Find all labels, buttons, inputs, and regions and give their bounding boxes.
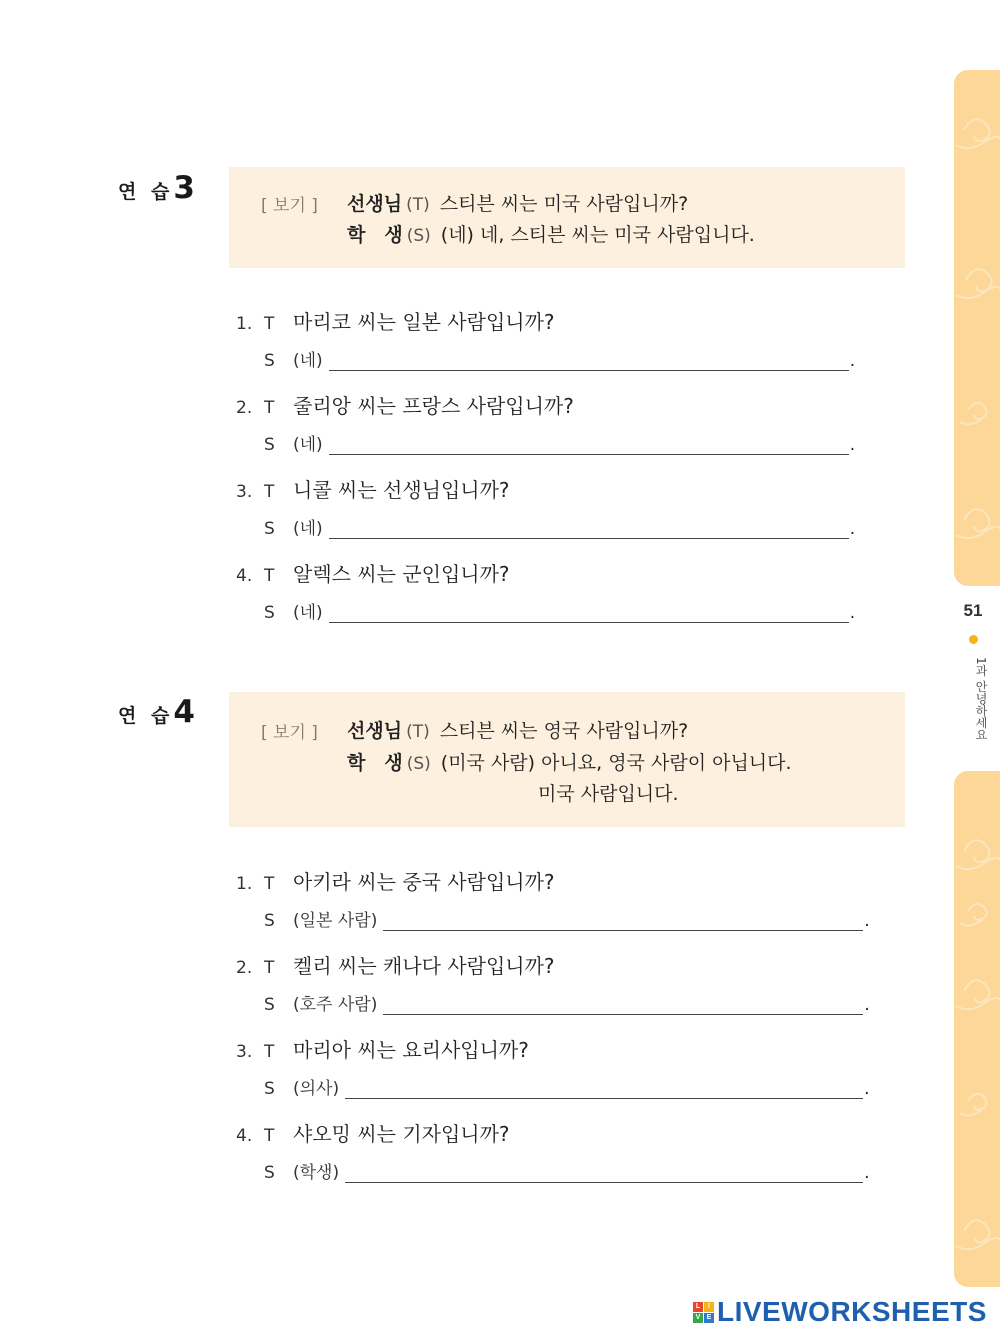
side-tab-bottom — [954, 771, 1000, 1287]
answer-hint: (네) — [293, 351, 323, 371]
answer-hint: (일본 사람) — [293, 911, 378, 931]
answer-hint: (네) — [293, 603, 323, 623]
question-row — [236, 1118, 510, 1147]
student-marker: S — [264, 911, 275, 931]
period: . — [849, 435, 856, 455]
period: . — [864, 911, 870, 931]
page-dot — [969, 635, 978, 644]
practice-number: 3 — [173, 170, 195, 206]
logo-text: LIVEWORKSHEETS — [717, 1296, 987, 1327]
item-number: 3. — [236, 1042, 253, 1062]
student-text: (네) 네, 스티븐 씨는 미국 사람입니다. — [440, 224, 755, 246]
student-marker: S — [264, 995, 275, 1015]
item-number: 2. — [236, 398, 253, 418]
student-marker: S — [264, 519, 275, 539]
teacher-marker: T — [264, 1126, 275, 1146]
student-role: 학 생 — [347, 752, 403, 774]
teacher-code: (T) — [406, 722, 430, 742]
example-box-4 — [229, 692, 905, 827]
student-marker: S — [264, 603, 275, 623]
side-tab-top — [954, 70, 1000, 586]
example-student-line-continued — [538, 779, 679, 806]
answer-hint: (네) — [293, 519, 323, 539]
example-tag: [ 보기 ] — [261, 723, 318, 743]
answer-hint: (네) — [293, 435, 323, 455]
item-number: 4. — [236, 566, 253, 586]
question-row — [236, 1034, 529, 1063]
question-row — [236, 558, 510, 587]
answer-blank[interactable] — [329, 605, 849, 623]
teacher-role: 선생님 — [347, 193, 403, 215]
period: . — [864, 1079, 870, 1099]
answer-row — [264, 346, 855, 371]
teacher-text: 스티븐 씨는 영국 사람입니까? — [439, 720, 689, 742]
teacher-code: (T) — [406, 195, 430, 215]
question-text: 줄리앙 씨는 프랑스 사람입니까? — [293, 394, 574, 418]
question-text: 아키라 씨는 중국 사람입니까? — [293, 870, 555, 894]
answer-row — [264, 514, 855, 539]
question-text: 니콜 씨는 선생님입니까? — [293, 478, 510, 502]
question-row — [236, 950, 555, 979]
chapter-title: 1과 안녕하세요 — [974, 657, 988, 741]
answer-blank[interactable] — [345, 1081, 863, 1099]
period: . — [849, 351, 856, 371]
answer-blank[interactable] — [329, 353, 849, 371]
teacher-marker: T — [264, 314, 275, 334]
example-student-line — [347, 220, 755, 247]
answer-row — [264, 990, 870, 1015]
answer-row — [264, 430, 855, 455]
example-teacher-line — [347, 716, 688, 743]
student-text-continued: 미국 사람입니다. — [538, 783, 679, 805]
teacher-marker: T — [264, 482, 275, 502]
student-text: (미국 사람) 아니요, 영국 사람이 아닙니다. — [440, 752, 792, 774]
practice-3-heading — [118, 170, 195, 206]
student-marker: S — [264, 1079, 275, 1099]
student-code: (S) — [406, 226, 431, 246]
question-row — [236, 306, 555, 335]
page-number: 51 — [963, 601, 983, 620]
item-number: 1. — [236, 314, 253, 334]
question-row — [236, 474, 510, 503]
answer-hint: (의사) — [293, 1079, 340, 1099]
liveworksheets-logo[interactable] — [693, 1296, 987, 1328]
item-number: 1. — [236, 874, 253, 894]
example-tag: [ 보기 ] — [261, 196, 318, 216]
item-number: 3. — [236, 482, 253, 502]
example-box-3 — [229, 167, 905, 268]
cloud-pattern-icon — [954, 70, 1000, 586]
logo-letter: V — [693, 1313, 703, 1323]
question-text: 켈리 씨는 캐나다 사람입니까? — [293, 954, 555, 978]
answer-hint: (호주 사람) — [293, 995, 378, 1015]
example-teacher-line — [347, 189, 688, 216]
teacher-marker: T — [264, 874, 275, 894]
practice-number: 4 — [173, 694, 195, 730]
answer-blank[interactable] — [329, 437, 849, 455]
answer-blank[interactable] — [345, 1165, 863, 1183]
logo-mark-icon — [693, 1302, 714, 1323]
logo-letter: E — [704, 1313, 714, 1323]
period: . — [864, 1163, 870, 1183]
item-number: 2. — [236, 958, 253, 978]
practice-4-heading — [118, 694, 195, 730]
question-text: 알렉스 씨는 군인입니까? — [293, 562, 510, 586]
item-number: 4. — [236, 1126, 253, 1146]
practice-word: 연 습 — [118, 181, 174, 203]
practice-word: 연 습 — [118, 705, 174, 727]
answer-row — [264, 598, 855, 623]
period: . — [864, 995, 870, 1015]
cloud-pattern-icon — [954, 771, 1000, 1287]
period: . — [849, 519, 856, 539]
question-text: 마리아 씨는 요리사입니까? — [293, 1038, 529, 1062]
student-marker: S — [264, 1163, 275, 1183]
logo-letter: L — [693, 1302, 703, 1312]
question-text: 마리코 씨는 일본 사람입니까? — [293, 310, 555, 334]
answer-blank[interactable] — [383, 913, 863, 931]
student-marker: S — [264, 435, 275, 455]
example-student-line — [347, 748, 792, 775]
answer-row — [264, 1074, 870, 1099]
student-code: (S) — [406, 754, 431, 774]
teacher-text: 스티븐 씨는 미국 사람입니까? — [439, 193, 689, 215]
answer-row — [264, 1158, 870, 1183]
teacher-marker: T — [264, 566, 275, 586]
answer-blank[interactable] — [383, 997, 863, 1015]
teacher-marker: T — [264, 958, 275, 978]
teacher-role: 선생님 — [347, 720, 403, 742]
teacher-marker: T — [264, 398, 275, 418]
answer-row — [264, 906, 870, 931]
student-marker: S — [264, 351, 275, 371]
teacher-marker: T — [264, 1042, 275, 1062]
question-row — [236, 866, 555, 895]
question-row — [236, 390, 574, 419]
answer-hint: (학생) — [293, 1163, 340, 1183]
question-text: 샤오밍 씨는 기자입니까? — [293, 1122, 510, 1146]
period: . — [849, 603, 856, 623]
student-role: 학 생 — [347, 224, 403, 246]
logo-letter: I — [704, 1302, 714, 1312]
answer-blank[interactable] — [329, 521, 849, 539]
